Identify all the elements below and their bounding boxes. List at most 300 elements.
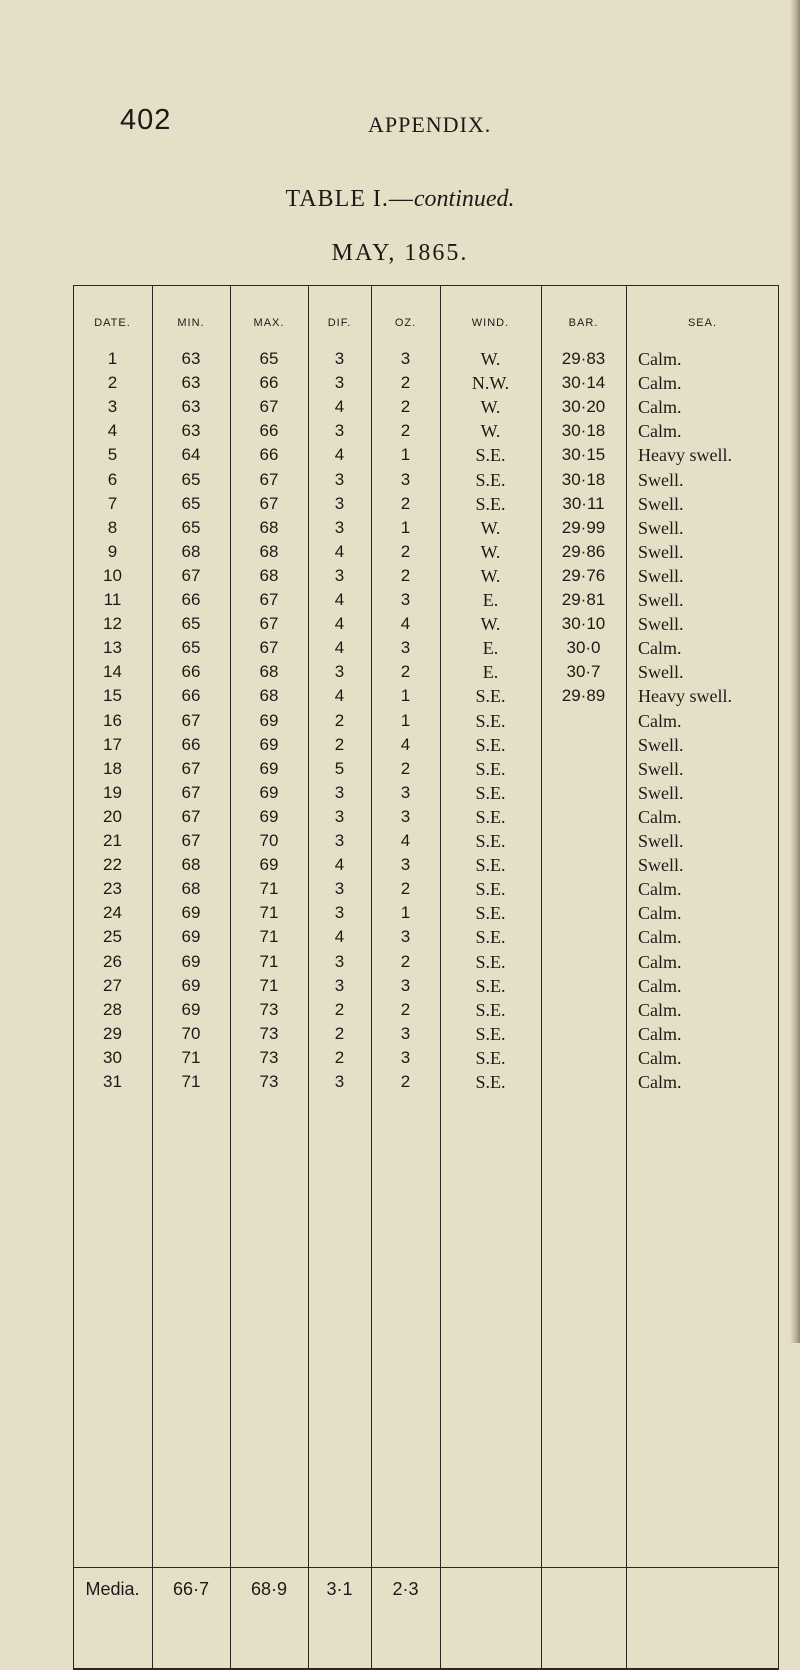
cell-max: 68 <box>259 662 279 681</box>
cell-oz: 2 <box>400 1000 411 1019</box>
cell-date: 22 <box>103 855 122 874</box>
header-min: MIN. <box>177 317 205 329</box>
cell-oz: 4 <box>400 831 411 850</box>
cell-date: 30 <box>103 1048 122 1067</box>
table-row <box>73 974 779 998</box>
cell-wind: W. <box>480 349 501 369</box>
cell-dif: 4 <box>334 686 345 705</box>
header-wind: WIND. <box>471 317 510 329</box>
cell-wind: S.E. <box>475 783 506 803</box>
cell-dif: 3 <box>334 421 345 440</box>
header-max: MAX. <box>253 317 285 329</box>
cell-date: 24 <box>103 903 122 922</box>
cell-min: 68 <box>181 879 201 898</box>
cell-date: 15 <box>103 686 122 705</box>
cell-max: 69 <box>259 783 279 802</box>
table-summary-rule <box>73 1567 779 1568</box>
cell-oz: 2 <box>400 494 411 513</box>
cell-min: 67 <box>181 831 201 850</box>
cell-dif: 2 <box>334 735 345 754</box>
cell-min: 71 <box>181 1072 201 1091</box>
cell-date: 26 <box>103 952 122 971</box>
cell-oz: 1 <box>400 903 411 922</box>
table-row <box>73 588 779 612</box>
cell-min: 66 <box>181 686 201 705</box>
cell-oz: 2 <box>400 662 411 681</box>
cell-wind: E. <box>482 590 499 610</box>
cell-sea: Swell. <box>638 735 684 755</box>
cell-min: 64 <box>181 445 201 464</box>
cell-min: 66 <box>181 735 201 754</box>
cell-wind: S.E. <box>475 1024 506 1044</box>
cell-oz: 2 <box>400 566 411 585</box>
cell-bar: 29·81 <box>561 590 606 609</box>
cell-bar <box>541 1046 626 1070</box>
table-title-continued: continued. <box>413 186 515 212</box>
table-row <box>73 733 779 757</box>
cell-bar: 29·99 <box>561 518 606 537</box>
cell-dif: 3·1 <box>326 1579 353 1599</box>
cell-date: 25 <box>103 927 122 946</box>
cell-wind: S.E. <box>475 711 506 731</box>
cell-wind: W. <box>480 542 501 562</box>
cell-dif: 4 <box>334 542 345 561</box>
cell-bar: 30·11 <box>562 494 605 513</box>
table-row <box>73 395 779 419</box>
cell-oz: 2 <box>400 421 411 440</box>
header-sea: SEA. <box>687 317 718 329</box>
table-row <box>73 660 779 684</box>
cell-dif: 3 <box>334 1072 345 1091</box>
cell-oz: 2 <box>400 952 411 971</box>
cell-sea: Calm. <box>638 373 682 393</box>
cell-max: 73 <box>259 1024 279 1043</box>
cell-min: 65 <box>181 494 201 513</box>
cell-oz: 3 <box>400 855 411 874</box>
cell-wind: S.E. <box>475 494 506 514</box>
cell-dif: 3 <box>334 518 345 537</box>
cell-date: 28 <box>103 1000 122 1019</box>
cell-bar: 29·83 <box>561 349 606 368</box>
table-row <box>73 829 779 853</box>
cell-wind: S.E. <box>475 879 506 899</box>
cell-oz: 2·3 <box>392 1579 419 1599</box>
cell-min: 63 <box>181 397 201 416</box>
cell-bar <box>541 829 626 853</box>
cell-date: 2 <box>107 373 118 392</box>
cell-dif: 2 <box>334 1048 345 1067</box>
cell-dif: 3 <box>334 470 345 489</box>
cell-date: 21 <box>103 831 122 850</box>
cell-date: 7 <box>107 494 118 513</box>
cell-date: 17 <box>103 735 122 754</box>
cell-bar: 29·89 <box>561 686 606 705</box>
cell-bar <box>541 733 626 757</box>
cell-wind: E. <box>482 638 499 658</box>
cell-bar <box>541 805 626 829</box>
cell-wind: S.E. <box>475 445 506 465</box>
cell-oz: 3 <box>400 470 411 489</box>
cell-dif: 2 <box>334 1024 345 1043</box>
weather-table <box>73 285 779 1669</box>
cell-wind: S.E. <box>475 976 506 996</box>
cell-max: 71 <box>259 927 279 946</box>
table-subtitle: MAY, 1865. <box>331 240 469 266</box>
cell-bar <box>541 757 626 781</box>
cell-date: 9 <box>107 542 118 561</box>
cell-sea: Calm. <box>638 1072 682 1092</box>
cell-dif: 3 <box>334 903 345 922</box>
cell-min: 69 <box>181 952 201 971</box>
cell-max: 66 <box>259 421 279 440</box>
table-row <box>73 684 779 708</box>
cell-bar <box>541 925 626 949</box>
cell-bar: 29·76 <box>561 566 606 585</box>
cell-bar: 30·15 <box>561 445 606 464</box>
cell-oz: 2 <box>400 1072 411 1091</box>
cell-max: 73 <box>259 1072 279 1091</box>
cell-max: 68 <box>259 566 279 585</box>
cell-date: 19 <box>103 783 122 802</box>
cell-min: 63 <box>181 373 201 392</box>
cell-dif: 3 <box>334 662 345 681</box>
cell-dif: 4 <box>334 397 345 416</box>
cell-max: 68 <box>259 518 279 537</box>
cell-date: 27 <box>103 976 122 995</box>
cell-min: 69 <box>181 903 201 922</box>
cell-max: 69 <box>259 759 279 778</box>
cell-date: 13 <box>103 638 122 657</box>
cell-oz: 3 <box>400 638 411 657</box>
cell-dif: 4 <box>334 638 345 657</box>
cell-max: 73 <box>259 1048 279 1067</box>
cell-dif: 3 <box>334 952 345 971</box>
cell-max: 73 <box>259 1000 279 1019</box>
cell-dif: 4 <box>334 590 345 609</box>
cell-sea: Calm. <box>638 976 682 996</box>
cell-min: 65 <box>181 470 201 489</box>
table-row <box>73 347 779 371</box>
table-row <box>73 901 779 925</box>
cell-oz: 4 <box>400 735 411 754</box>
cell-date: 16 <box>103 711 122 730</box>
table-row <box>73 492 779 516</box>
table-row <box>73 950 779 974</box>
table-title-dash: — <box>388 186 414 212</box>
cell-wind: S.E. <box>475 927 506 947</box>
cell-dif: 2 <box>334 711 345 730</box>
cell-max: 70 <box>259 831 279 850</box>
cell-max: 67 <box>259 638 279 657</box>
table-row <box>73 805 779 829</box>
cell-sea: Calm. <box>638 879 682 899</box>
cell-date: 1 <box>107 349 118 368</box>
cell-wind: S.E. <box>475 903 506 923</box>
cell-min: 67 <box>181 807 201 826</box>
cell-sea: Swell. <box>638 614 684 634</box>
cell-bar: 30·20 <box>561 397 606 416</box>
cell-max: 68 <box>259 686 279 705</box>
table-row <box>73 998 779 1022</box>
cell-wind: S.E. <box>475 735 506 755</box>
cell-dif: 5 <box>334 759 345 778</box>
cell-date: 14 <box>103 662 122 681</box>
cell-bar: 30·10 <box>561 614 606 633</box>
table-row <box>73 781 779 805</box>
cell-oz: 1 <box>400 686 411 705</box>
cell-max: 65 <box>259 349 279 368</box>
cell-dif: 3 <box>334 879 345 898</box>
cell-oz: 2 <box>400 879 411 898</box>
cell-oz: 2 <box>400 397 411 416</box>
cell-wind: N.W. <box>471 373 510 393</box>
cell-sea: Calm. <box>638 807 682 827</box>
cell-date: Media. <box>85 1579 140 1599</box>
table-row <box>73 1046 779 1070</box>
cell-date: 8 <box>107 518 118 537</box>
cell-date: 18 <box>103 759 122 778</box>
cell-date: 5 <box>107 445 118 464</box>
cell-sea: Swell. <box>638 470 684 490</box>
cell-wind: W. <box>480 421 501 441</box>
cell-sea: Swell. <box>638 566 684 586</box>
cell-sea: Calm. <box>638 1000 682 1020</box>
cell-sea: Heavy swell. <box>638 445 732 465</box>
cell-sea <box>626 1577 791 1601</box>
cell-min: 68 <box>181 542 201 561</box>
cell-bar <box>541 1577 626 1601</box>
table-row <box>73 419 779 443</box>
cell-date: 29 <box>103 1024 122 1043</box>
cell-dif: 3 <box>334 976 345 995</box>
running-head: APPENDIX. <box>368 112 492 137</box>
cell-wind: S.E. <box>475 855 506 875</box>
cell-min: 65 <box>181 638 201 657</box>
cell-min: 69 <box>181 976 201 995</box>
cell-min: 70 <box>181 1024 201 1043</box>
cell-max: 67 <box>259 494 279 513</box>
cell-dif: 3 <box>334 566 345 585</box>
cell-bar: 30·14 <box>561 373 606 392</box>
table-row <box>73 516 779 540</box>
cell-sea: Heavy swell. <box>638 686 732 706</box>
cell-dif: 4 <box>334 445 345 464</box>
cell-dif: 4 <box>334 927 345 946</box>
cell-min: 69 <box>181 927 201 946</box>
cell-max: 69 <box>259 711 279 730</box>
cell-wind <box>440 1577 541 1601</box>
table-row <box>73 1022 779 1046</box>
cell-min: 66 <box>181 590 201 609</box>
cell-dif: 3 <box>334 373 345 392</box>
cell-date: 23 <box>103 879 122 898</box>
cell-oz: 2 <box>400 542 411 561</box>
cell-max: 66 <box>259 373 279 392</box>
page-number: 402 <box>120 104 172 136</box>
cell-date: 31 <box>103 1072 122 1091</box>
table-header-row <box>73 311 779 335</box>
cell-wind: S.E. <box>475 686 506 706</box>
cell-dif: 4 <box>334 614 345 633</box>
cell-oz: 3 <box>400 1048 411 1067</box>
cell-sea: Swell. <box>638 590 684 610</box>
cell-sea: Calm. <box>638 711 682 731</box>
cell-dif: 3 <box>334 349 345 368</box>
cell-dif: 4 <box>334 855 345 874</box>
cell-bar: 30·0 <box>566 638 601 657</box>
cell-oz: 3 <box>400 1024 411 1043</box>
cell-oz: 3 <box>400 590 411 609</box>
cell-oz: 2 <box>400 759 411 778</box>
cell-bar <box>541 950 626 974</box>
cell-bar <box>541 781 626 805</box>
cell-oz: 3 <box>400 807 411 826</box>
cell-bar <box>541 998 626 1022</box>
cell-bar <box>541 1070 626 1094</box>
cell-wind: S.E. <box>475 1048 506 1068</box>
cell-oz: 2 <box>400 373 411 392</box>
cell-sea: Swell. <box>638 518 684 538</box>
table-row <box>73 757 779 781</box>
table-row <box>73 853 779 877</box>
cell-wind: W. <box>480 566 501 586</box>
cell-date: 10 <box>103 566 122 585</box>
cell-bar <box>541 901 626 925</box>
cell-sea: Swell. <box>638 855 684 875</box>
header-oz: OZ. <box>394 317 417 329</box>
cell-bar <box>541 1022 626 1046</box>
cell-max: 71 <box>259 952 279 971</box>
cell-date: 11 <box>103 590 122 609</box>
cell-min: 71 <box>181 1048 201 1067</box>
table-top-rule <box>73 285 779 286</box>
cell-wind: E. <box>482 662 499 682</box>
cell-date: 4 <box>107 421 118 440</box>
cell-sea: Calm. <box>638 1024 682 1044</box>
table-row <box>73 468 779 492</box>
cell-min: 67 <box>181 711 201 730</box>
cell-date: 12 <box>103 614 122 633</box>
cell-bar: 29·86 <box>561 542 606 561</box>
cell-sea: Swell. <box>638 494 684 514</box>
table-row <box>73 1070 779 1094</box>
table-title <box>0 186 800 213</box>
cell-oz: 3 <box>400 976 411 995</box>
cell-max: 67 <box>259 470 279 489</box>
cell-sea: Swell. <box>638 783 684 803</box>
cell-wind: S.E. <box>475 1000 506 1020</box>
cell-max: 69 <box>259 807 279 826</box>
cell-min: 63 <box>181 421 201 440</box>
cell-date: 3 <box>107 397 118 416</box>
cell-min: 65 <box>181 614 201 633</box>
cell-oz: 3 <box>400 349 411 368</box>
cell-wind: W. <box>480 614 501 634</box>
table-row <box>73 564 779 588</box>
cell-max: 68 <box>259 542 279 561</box>
cell-bar: 30·7 <box>566 662 601 681</box>
cell-oz: 1 <box>400 445 411 464</box>
cell-min: 69 <box>181 1000 201 1019</box>
cell-max: 71 <box>259 976 279 995</box>
cell-max: 67 <box>259 614 279 633</box>
table-row <box>73 709 779 733</box>
cell-oz: 1 <box>400 711 411 730</box>
cell-oz: 3 <box>400 783 411 802</box>
table-row <box>73 925 779 949</box>
cell-sea: Calm. <box>638 927 682 947</box>
table-summary-row <box>73 1577 779 1601</box>
cell-bar <box>541 709 626 733</box>
cell-date: 20 <box>103 807 122 826</box>
cell-min: 66 <box>181 662 201 681</box>
cell-wind: S.E. <box>475 470 506 490</box>
table-row <box>73 443 779 467</box>
cell-sea: Calm. <box>638 397 682 417</box>
cell-dif: 3 <box>334 807 345 826</box>
cell-sea: Swell. <box>638 759 684 779</box>
cell-min: 63 <box>181 349 201 368</box>
cell-max: 66 <box>259 445 279 464</box>
cell-sea: Calm. <box>638 638 682 658</box>
cell-oz: 1 <box>400 518 411 537</box>
cell-sea: Calm. <box>638 1048 682 1068</box>
table-title-main: TABLE I. <box>285 186 389 212</box>
cell-oz: 4 <box>400 614 411 633</box>
cell-max: 71 <box>259 879 279 898</box>
cell-bar <box>541 853 626 877</box>
cell-max: 71 <box>259 903 279 922</box>
cell-wind: S.E. <box>475 952 506 972</box>
cell-wind: S.E. <box>475 1072 506 1092</box>
cell-sea: Calm. <box>638 421 682 441</box>
cell-wind: S.E. <box>475 807 506 827</box>
table-row <box>73 877 779 901</box>
cell-bar: 30·18 <box>561 421 606 440</box>
cell-oz: 3 <box>400 927 411 946</box>
table-row <box>73 612 779 636</box>
cell-bar: 30·18 <box>561 470 606 489</box>
cell-max: 67 <box>259 590 279 609</box>
cell-bar <box>541 877 626 901</box>
table-row <box>73 540 779 564</box>
cell-sea: Calm. <box>638 952 682 972</box>
cell-min: 68 <box>181 855 201 874</box>
cell-max: 69 <box>259 855 279 874</box>
cell-sea: Swell. <box>638 662 684 682</box>
cell-min: 65 <box>181 518 201 537</box>
cell-min: 66·7 <box>172 1579 210 1599</box>
cell-wind: W. <box>480 397 501 417</box>
cell-dif: 3 <box>334 831 345 850</box>
header-dif: DIF. <box>327 317 352 329</box>
cell-date: 6 <box>107 470 118 489</box>
cell-sea: Calm. <box>638 349 682 369</box>
cell-bar <box>541 974 626 998</box>
cell-dif: 2 <box>334 1000 345 1019</box>
table-row <box>73 371 779 395</box>
cell-max: 69 <box>259 735 279 754</box>
header-bar: BAR. <box>568 317 599 329</box>
cell-wind: S.E. <box>475 759 506 779</box>
cell-sea: Calm. <box>638 903 682 923</box>
cell-max: 68·9 <box>250 1579 288 1599</box>
cell-dif: 3 <box>334 494 345 513</box>
table-row <box>73 636 779 660</box>
cell-wind: S.E. <box>475 831 506 851</box>
cell-min: 67 <box>181 783 201 802</box>
cell-max: 67 <box>259 397 279 416</box>
